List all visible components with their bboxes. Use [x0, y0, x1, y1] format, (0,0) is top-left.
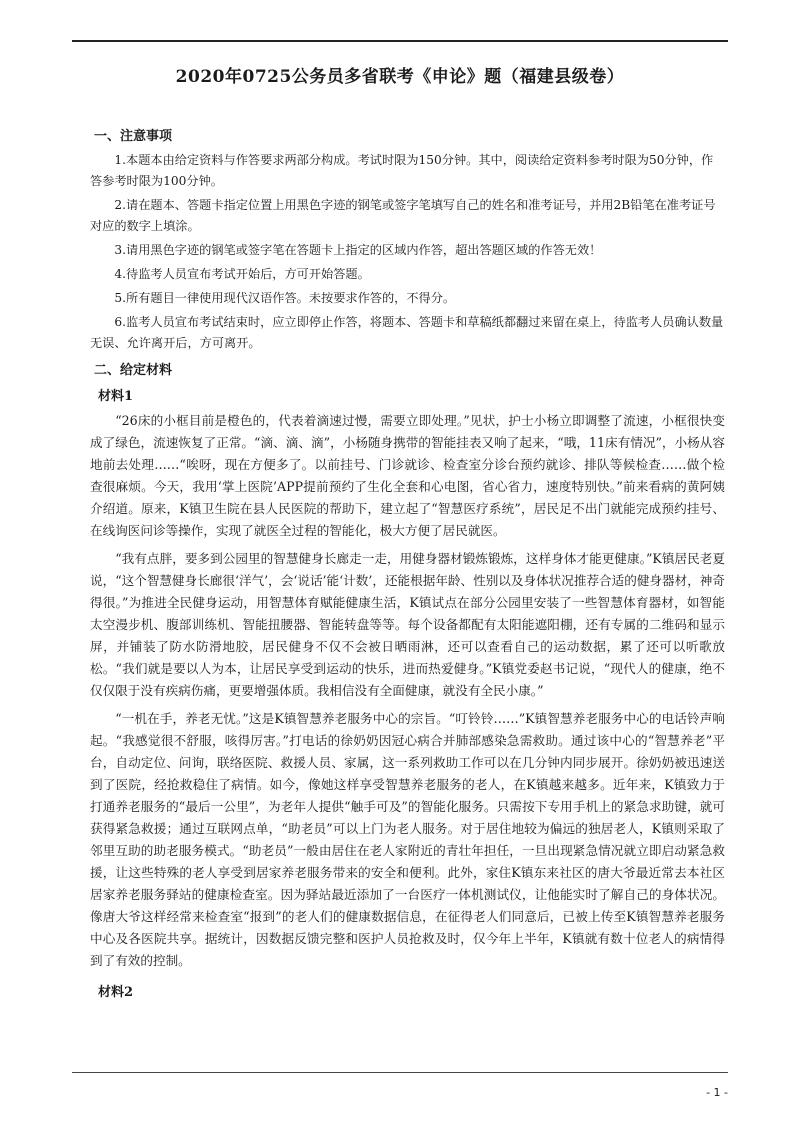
page-number: - 1 -	[706, 1086, 728, 1099]
material-paragraph: “一机在手，养老无忧。”这是K镇智慧养老服务中心的宗旨。“叮铃铃……”K镇智慧养老服务中心的电话铃声响起。“我感觉很不舒服，咳得厉害。”打电话的徐奶奶因冠心病合并肺部感染急需救助。通过该中心的“智慧养老”平台，自动定位、问询，联络医院、救援人员、家属，这一系列救助工作可以在几分钟内同步展开。徐奶奶被迅速送到了医院，经抢救稳住了病情。如今，像她这样享受智慧养老服务的老人，在K镇越来越多。近年来，K镇致力于打通养老服务的“最后一公里”，为老年人提供“触手可及”的智能化服务。只需按下专用手机上的紧急求助键，就可获得紧急救援；通过互联网点单，“助老员”可以上门为老人服务。对于居住地较为偏远的独居老人，K镇则采取了邻里互助的助老服务模式。“助老员”一般由居住在老人家附近的青壮年担任，一旦出现紧急情况就立即启动紧急救援，让这些特殊的老人享受到居家养老服务带来的安全和便利。此外，家住K镇东来社区的唐大爷最近常去本社区居家养老服务驿站的健康检查室。因为驿站最近添加了一台医疗一体机测试仪，让他能实时了解自己的身体状况。像唐大爷这样经常来检查室“报到”的老人们的健康数据信息，在征得老人们同意后，已被上传至K镇智慧养老服务中心及各医院共享。据统计，因数据反馈完整和医护人员抢救及时，仅今年上半年，K镇就有数十位老人的病情得到了有效的控制。	[90, 711, 725, 968]
header-rule	[72, 40, 728, 42]
material-paragraph: “26床的小框目前是橙色的，代表着滴速过慢，需要立即处理。”见状，护士小杨立即调整了流速，小框很快变成了绿色，流速恢复了正常。“滴、滴、滴”，小杨随身携带的智能挂表又响了起来，“哦，11床有情况”，小杨从容地前去处理……“唉呀，现在方便多了。以前挂号、门诊就诊、检查室分诊台预约就诊、排队等候检查……做个检查很麻烦。今天，我用‘掌上医院’APP提前预约了生化全套和心电图，省心省力，速度特别快。”前来看病的黄阿姨介绍道。原来，K镇卫生院在县人民医院的帮助下，建立起了“智慧医疗系统”，居民足不出门就能完成预约挂号、在线询医问诊等操作，实现了就医全过程的智能化，极大方便了居民就医。	[90, 413, 725, 538]
section-heading-materials: 二、给定材料	[94, 363, 173, 378]
notice-item: 6.监考人员宣布考试结束时，应立即停止作答，将题本、答题卡和草稿纸都翻过来留在桌上，待监考人员确认数量无误、允许离开后，方可离开。	[90, 315, 724, 350]
footer-rule	[72, 1072, 728, 1073]
notice-item: 1.本题本由给定资料与作答要求两部分构成。考试时限为150分钟。其中，阅读给定资料参考时限为50分钟，作答参考时限为100分钟。	[90, 153, 714, 188]
material-paragraph: “我有点胖，要多到公园里的智慧健身长廊走一走，用健身器材锻炼锻炼，这样身体才能更健康。”K镇居民老夏说，“这个智慧健身长廊很‘洋气’，会‘说话’能‘计数’，还能根据年龄、性别以及身体状况推荐合适的健身器材，神奇得很。”为推进全民健身运动，用智慧体育赋能健康生活，K镇试点在部分公园里安装了一些智慧体育器材，如智能太空漫步机、腹部训练机、智能扭腰器、智能转盘等等。每个设备都配有太阳能遮阳棚，还有专属的二维码和显示屏，并铺装了防水防滑地胶，居民健身不仅不会被日晒雨淋，还可以查看自己的运动数据，累了还可以听歌放松。“我们就是要以人为本，让居民享受到运动的快乐，进而热爱健身。”K镇党委赵书记说，“现代人的健康，绝不仅仅限于没有疾病伤痛，更要增强体质。我相信没有全面健康，就没有全民小康。”	[90, 551, 725, 698]
document-title: 2020年0725公务员多省联考《申论》题（福建县级卷）	[175, 67, 625, 87]
material-1-title: 材料1	[98, 389, 134, 404]
document-body	[90, 120, 725, 1006]
notice-item: 4.待监考人员宣布考试开始后，方可开始答题。	[114, 267, 370, 281]
notice-item: 3.请用黑色字迹的钢笔或签字笔在答题卡上指定的区域内作答，超出答题区域的作答无效！	[114, 243, 602, 257]
material-2-title: 材料2	[98, 985, 134, 1000]
section-heading-notice: 一、注意事项	[94, 129, 173, 144]
notice-item: 2.请在题本、答题卡指定位置上用黑色字迹的钢笔或签字笔填写自己的姓名和准考证号，并用2B铅笔在准考证号对应的数字上填涂。	[90, 198, 716, 233]
notice-item: 5.所有题目一律使用现代汉语作答。未按要求作答的，不得分。	[114, 291, 456, 305]
